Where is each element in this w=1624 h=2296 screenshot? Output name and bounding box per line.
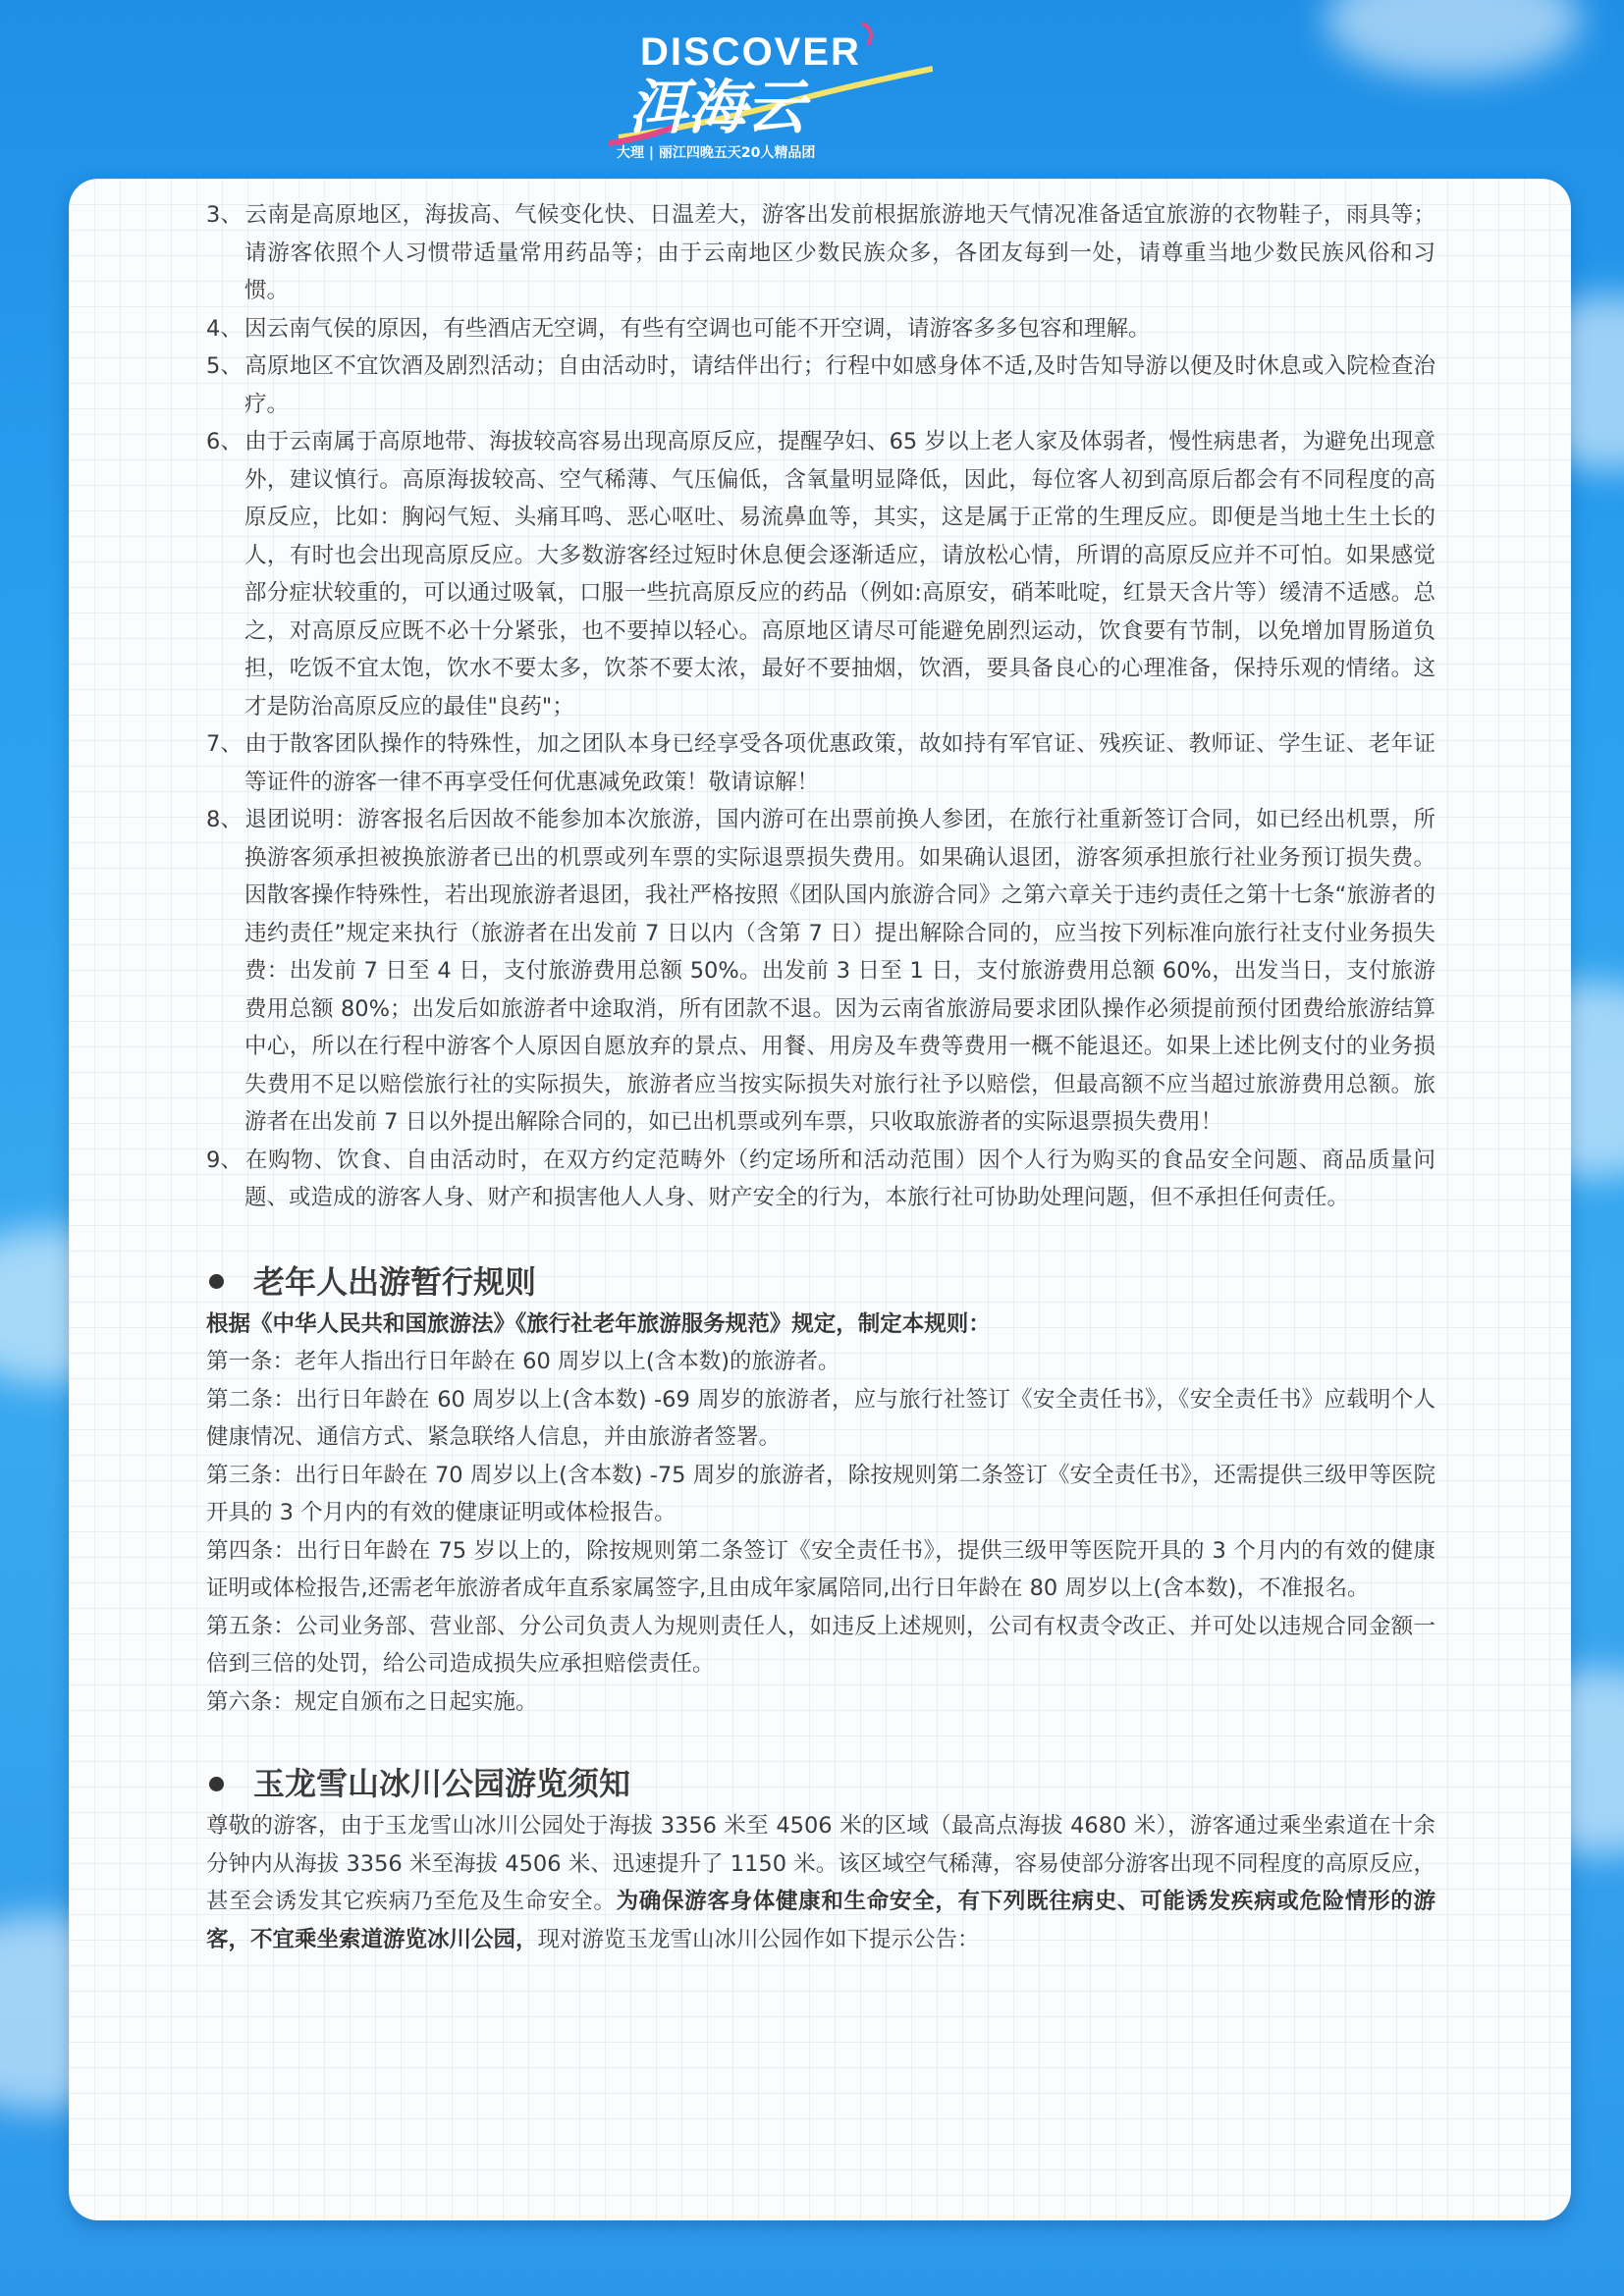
note-item: 8、退团说明：游客报名后因故不能参加本次旅游，国内游可在出票前换人参团，在旅行社重新签订合同，如已经出机票，所换游客须承担被换旅游者已出的机票或列车票的实际退票损失费用。如果确认退团，游客须承担旅行社业务预订损失费。因散客操作特殊性，若出现旅游者退团，我社严格按照《团队国内旅游合同》之第六章关于违约责任之第十七条“旅游者的违约责任”规定来执行（旅游者在出发前 7 日以内（含第 7 日）提出解除合同的，应当按下列标准向旅行社支付业务损失费：出发前 7 日至 4 日，支付旅游费用总额 50%。出发前 3 日至 1 日，支付旅游费用总额 60%，出发当日，支付旅游费用总额 80%；出发后如旅游者中途取消，所有团款不退。因为云南省旅游局要求团队操作必须提前预付团费给旅游结算中心，所以在行程中游客个人原因自愿放弃的景点、用餐、用房及车费等费用一概不能退还。如果上述比例支付的业务损失费用不足以赔偿旅行社的实际损失，旅游者应当按实际损失对旅行社予以赔偿，但最高额不应当超过旅游费用总额。旅游者在出发前 7 日以外提出解除合同的，如已出机票或列车票，只收取旅游者的实际退票损失费用！: [206, 807, 1435, 1135]
notes-list: [206, 196, 1435, 1217]
elderly-article: 第五条：公司业务部、营业部、分公司负责人为规则责任人，如违反上述规则，公司有权责令改正、并可处以违规合同金额一倍到三倍的处罚，给公司造成损失应承担赔偿责任。: [206, 1613, 1435, 1677]
logo-title: 洱海云: [628, 74, 805, 142]
note-item: 3、云南是高原地区，海拔高、气候变化快、日温差大，游客出发前根据旅游地天气情况准备适宜旅游的衣物鞋子，雨具等；请游客依照个人习惯带适量常用药品等；由于云南地区少数民族众多，各团友每到一处，请尊重当地少数民族风俗和习惯。: [206, 202, 1435, 303]
elderly-article: 第四条：出行日年龄在 75 岁以上的，除按规则第二条签订《安全责任书》，提供三级甲等医院开具的 3 个月内的有效的健康证明或体检报告,还需老年旅游者成年直系家属签字,且由成年家属陪同,出行日年龄在 80 周岁以上(含本数)，不准报名。: [206, 1537, 1435, 1601]
note-item: 6、由于云南属于高原地带、海拔较高容易出现高原反应，提醒孕妇、65 岁以上老人家及体弱者，慢性病患者，为避免出现意外，建议慎行。高原海拔较高、空气稀薄、气压偏低，含氧量明显降低，因此，每位客人初到高原后都会有不同程度的高原反应，比如：胸闷气短、头痛耳鸣、恶心呕吐、易流鼻血等，其实，这是属于正常的生理反应。即便是当地土生土长的人，有时也会出现高原反应。大多数游客经过短时休息便会逐渐适应，请放松心情，所谓的高原反应并不可怕。如果感觉部分症状较重的，可以通过吸氧，口服一些抗高原反应的药品（例如:高原安，硝苯吡啶，红景天含片等）缓清不适感。总之，对高原反应既不必十分紧张，也不要掉以轻心。高原地区请尽可能避免剧烈运动，饮食要有节制，以免增加胃肠道负担，吃饭不宜太饱，饮水不要太多，饮茶不要太浓，最好不要抽烟，饮酒，要具备良心的心理准备，保持乐观的情绪。这才是防治高原反应的最佳"良药"；: [206, 429, 1435, 720]
elderly-article: 第六条：规定自颁布之日起实施。: [206, 1688, 538, 1715]
elderly-article: 第三条：出行日年龄在 70 周岁以上(含本数) -75 周岁的旅游者，除按规则第二条签订《安全责任书》，还需提供三级甲等医院开具的 3 个月内的有效的健康证明或体检报告。: [206, 1462, 1435, 1525]
elderly-article: 第一条：老年人指出行日年龄在 60 周岁以上(含本数)的旅游者。: [206, 1349, 840, 1374]
header: [0, 0, 1624, 177]
section-title-glacier: 玉龙雪山冰川公园游览须知: [206, 1760, 1435, 1807]
document-content: [206, 196, 1435, 1958]
logo-word: DISCOVER: [640, 30, 861, 74]
elderly-article: 第二条：出行日年龄在 60 周岁以上(含本数) -69 周岁的旅游者，应与旅行社签订《安全责任书》，《安全责任书》应载明个人健康情况、通信方式、紧急联络人信息，并由旅游者签署。: [206, 1386, 1435, 1450]
discover-logo: [609, 18, 933, 165]
note-item: 5、高原地区不宜饮酒及剧烈活动；自由活动时，请结伴出行；行程中如感身体不适,及时告知导游以便及时休息或入院检查治疗。: [206, 353, 1435, 417]
elderly-intro: 根据《中华人民共和国旅游法》《旅行社老年旅游服务规范》规定，制定本规则：: [206, 1310, 991, 1337]
bullet-icon: [209, 1777, 224, 1791]
note-item: 7、由于散客团队操作的特殊性，加之团队本身已经享受各项优惠政策，故如持有军官证、残疾证、教师证、学生证、老年证等证件的游客一律不再享受任何优惠减免政策！敬请谅解！: [206, 731, 1435, 795]
note-item: 9、在购物、饮食、自由活动时，在双方约定范畴外（约定场所和活动范围）因个人行为购买的食品安全问题、商品质量问题、或造成的游客人身、财产和损害他人人身、财产安全的行为，本旅行社可协助处理问题，但不承担任何责任。: [206, 1147, 1435, 1210]
glacier-notice: 尊敬的游客，由于玉龙雪山冰川公园处于海拔 3356 米至 4506 米的区域（最高点海拔 4680 米），游客通过乘坐索道在十余分钟内从海拔 3356 米至海拔 4506 米、迅速提升了 1150 米。该区域空气稀薄，容易使部分游客出现不同程度的高原反应，甚至会诱发其它疾病乃至危及生命安全。为确保游客身体健康和生命安全，有下列既往病史、可能诱发疾病或危险情形的游客，不宜乘坐索道游览冰川公园，现对游览玉龙雪山冰川公园作如下提示公告：: [206, 1813, 1435, 1952]
logo-subtitle: 大理 | 丽江四晚五天20人精品团: [617, 145, 816, 161]
section-title-elderly: 老年人出游暂行规则: [206, 1258, 1435, 1306]
note-item: 4、因云南气侯的原因，有些酒店无空调，有些有空调也可能不开空调，请游客多多包容和理解。: [206, 315, 1151, 342]
bullet-icon: [209, 1274, 224, 1289]
